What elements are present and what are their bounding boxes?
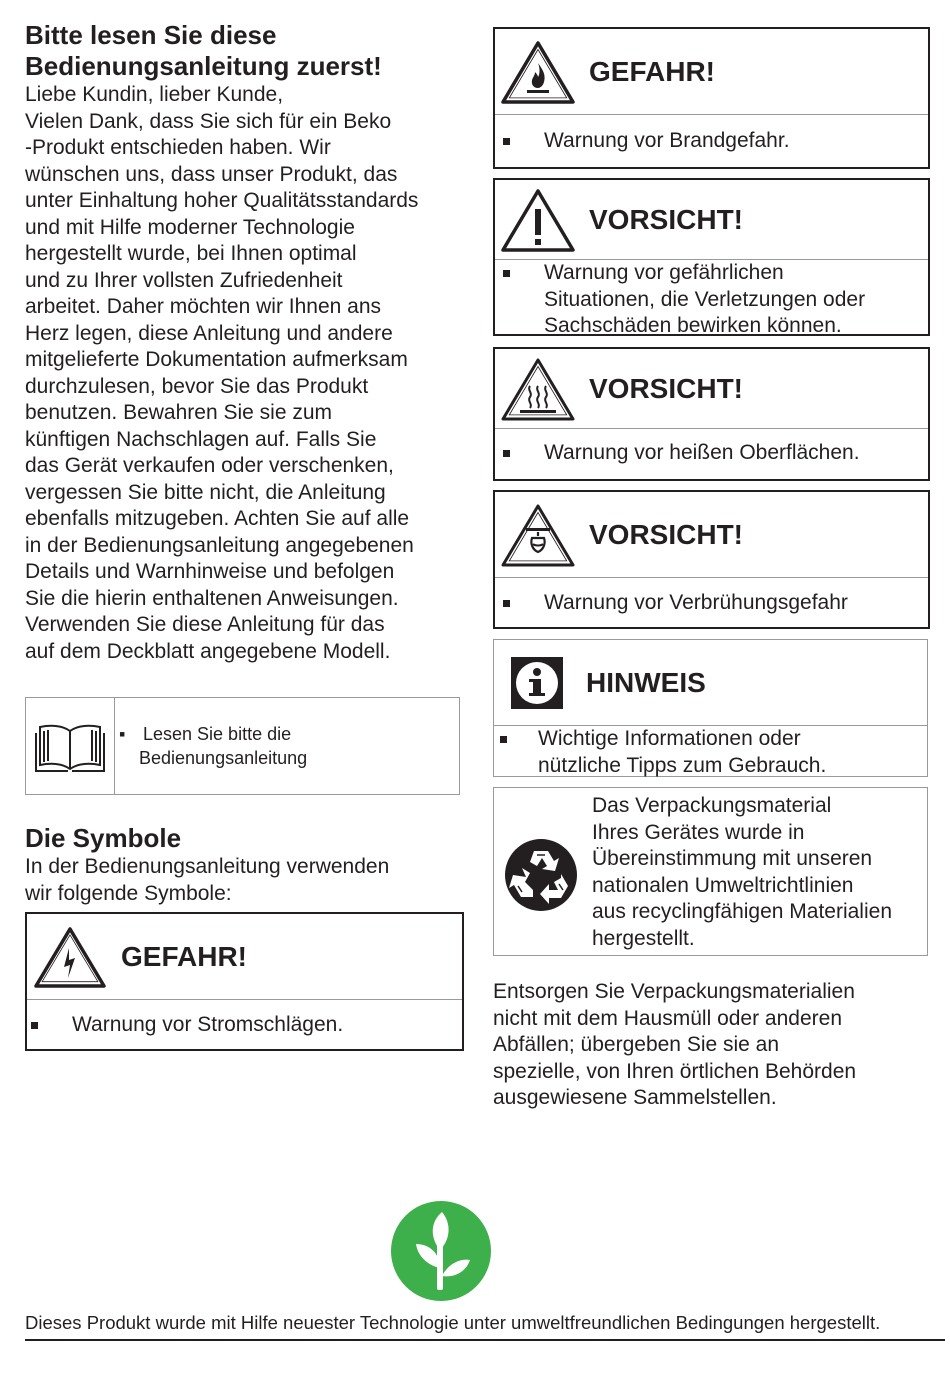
note-text-line: nützliche Tipps zum Gebrauch.	[538, 753, 827, 777]
intro-line: unter Einhaltung hoher Qualitätsstandards	[25, 189, 419, 212]
manual-note-line: Lesen Sie bitte die	[143, 724, 292, 744]
warning-box-caution	[493, 178, 930, 336]
footer-divider	[25, 1339, 945, 1341]
info-icon	[494, 655, 580, 711]
warning-box-scalding	[493, 490, 930, 629]
intro-line: auf dem Deckblatt angegebene Modell.	[25, 639, 391, 663]
intro-line: ebenfalls mitzugeben. Achten Sie auf alle	[25, 507, 410, 530]
recycling-text-line: Das Verpackungsmaterial	[592, 794, 832, 817]
warning-text: Warnung vor heißen Oberflächen.	[544, 441, 860, 464]
warning-body	[495, 578, 928, 617]
intro-title: Bitte lesen Sie diese Bedienungsanleitung zuerst!	[25, 20, 382, 81]
warning-body	[495, 115, 928, 155]
intro-line: Liebe Kundin, lieber Kunde,	[25, 83, 284, 106]
bullet-square	[503, 450, 510, 457]
note-text	[538, 726, 826, 779]
intro-line: arbeitet. Daher möchten wir Ihnen ans	[25, 295, 382, 318]
intro-text	[25, 82, 465, 665]
note-label: HINWEIS	[586, 666, 706, 698]
disposal-text	[493, 979, 933, 1112]
intro-line: künftigen Nachschlagen auf. Falls Sie	[25, 427, 377, 451]
manual-note-line: Bedienungsanleitung	[139, 748, 308, 768]
intro-line: wünschen uns, dass unser Produkt, das	[25, 162, 398, 186]
disposal-line: spezielle, von Ihren örtlichen Behörden	[493, 1059, 857, 1083]
intro-section	[25, 20, 465, 665]
warning-body	[495, 429, 928, 467]
warning-label: GEFAHR!	[121, 940, 247, 972]
intro-line: Herz legen, diese Anleitung und andere	[25, 321, 393, 345]
intro-line: mitgelieferte Dokumentation aufmerksam	[25, 348, 408, 371]
warning-text	[544, 260, 865, 340]
exclamation-warning-icon	[495, 187, 581, 253]
intro-line: benutzen. Bewahren Sie sie zum	[25, 401, 333, 424]
note-body	[494, 726, 927, 779]
intro-line: und zu Ihrer vollsten Zufriedenheit	[25, 268, 343, 292]
fire-hazard-icon	[495, 39, 581, 105]
symbols-section	[25, 823, 465, 907]
recycling-text-line: aus recyclingfähigen Materialien	[592, 900, 892, 923]
manual-note-text	[115, 698, 459, 794]
eco-leaf-icon	[390, 1200, 492, 1307]
warning-label: VORSICHT!	[589, 372, 743, 404]
warning-body	[27, 1000, 462, 1039]
intro-line: Sie die hierin enthaltenen Anweisungen.	[25, 586, 399, 610]
warning-body	[495, 260, 928, 340]
note-text-line: Wichtige Informationen oder	[538, 727, 801, 750]
intro-line: vergessen Sie bitte nicht, die Anleitung	[25, 480, 386, 504]
bullet-square	[503, 138, 510, 145]
hot-surface-icon	[495, 356, 581, 422]
warning-box-electric	[25, 912, 464, 1051]
bullet-square	[31, 1022, 38, 1029]
warning-text: Warnung vor Verbrühungsgefahr	[544, 591, 848, 614]
recycling-text	[592, 793, 927, 952]
open-book-icon	[26, 698, 115, 794]
electric-hazard-icon	[27, 925, 113, 989]
bullet-square	[500, 736, 507, 743]
warning-label: GEFAHR!	[589, 55, 715, 87]
warning-text-line: Warnung vor gefährlichen	[544, 261, 784, 284]
manual-note-box	[25, 697, 460, 795]
bullet: ▪	[119, 724, 126, 744]
disposal-line: ausgewiesene Sammelstellen.	[493, 1086, 777, 1109]
disposal-line: Abfällen; übergeben Sie sie an	[493, 1033, 780, 1056]
recycling-text-line: Ihres Gerätes wurde in	[592, 820, 805, 844]
intro-line: und mit Hilfe moderner Technologie	[25, 215, 355, 239]
bullet-square	[503, 600, 510, 607]
symbols-heading: Die Symbole	[25, 823, 182, 853]
warning-text-line: Sachschäden bewirken können.	[544, 314, 842, 337]
warning-label: VORSICHT!	[589, 203, 743, 235]
symbols-intro-line: wir folgende Symbole:	[25, 881, 232, 905]
bullet-square	[503, 270, 510, 277]
intro-line: in der Bedienungsanleitung angegebenen	[25, 533, 414, 557]
intro-line: durchzulesen, bevor Sie das Produkt	[25, 374, 369, 398]
disposal-line: nicht mit dem Hausmüll oder anderen	[493, 1006, 843, 1030]
symbols-intro-line: In der Bedienungsanleitung verwenden	[25, 855, 390, 878]
recycling-text-line: Übereinstimmung mit unseren	[592, 847, 873, 870]
intro-line: Verwenden Sie diese Anleitung für das	[25, 613, 385, 636]
warning-text: Warnung vor Stromschlägen.	[72, 1013, 344, 1036]
intro-line: das Gerät verkaufen oder verschenken,	[25, 454, 394, 477]
warning-label: VORSICHT!	[589, 518, 743, 550]
recycling-box	[493, 787, 928, 956]
footer-text: Dieses Produkt wurde mit Hilfe neuester Technologie unter umweltfreundlichen Bedingungen hergestellt.	[25, 1312, 881, 1333]
scalding-hazard-icon	[495, 502, 581, 568]
warning-box-fire	[493, 27, 930, 169]
intro-line: Details und Warnhinweise und befolgen	[25, 560, 395, 583]
warning-text-line: Situationen, die Verletzungen oder	[544, 287, 866, 311]
intro-line: Vielen Dank, dass Sie sich für ein Beko	[25, 109, 392, 133]
warning-box-hot-surface	[493, 347, 930, 481]
recycling-text-line: hergestellt.	[592, 926, 695, 950]
intro-line: hergestellt wurde, bei Ihnen optimal	[25, 242, 357, 265]
intro-line: -Produkt entschieden haben. Wir	[25, 136, 331, 159]
recycling-text-line: nationalen Umweltrichtlinien	[592, 873, 854, 897]
disposal-line: Entsorgen Sie Verpackungsmaterialien	[493, 980, 855, 1003]
recycle-icon	[504, 838, 578, 917]
note-box-hinweis	[493, 639, 928, 777]
warning-text: Warnung vor Brandgefahr.	[544, 129, 790, 152]
